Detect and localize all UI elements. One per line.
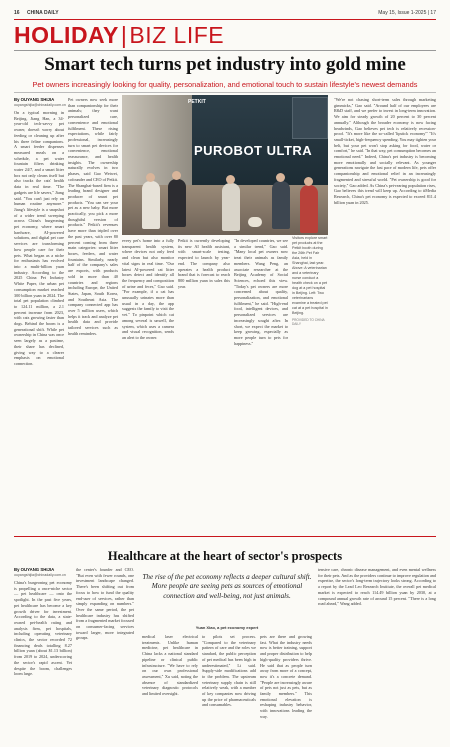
photo-banner-text: PUROBOT ULTRA bbox=[194, 143, 313, 158]
headline-divider bbox=[14, 92, 436, 93]
top-divider bbox=[14, 19, 436, 20]
story2-column-5: pets are there and growing fast. What the industry needs now is better training, support and proper distribution to help high-quality providers thrive. He said that as people turn away from more of a concept, now it's a concrete demand. "People are increasingly aware of pets not just as pets, but as family members." This emotional elevation is reshaping industry behavior, with innovations leading the way. bbox=[260, 634, 312, 719]
photo-visitor-head bbox=[146, 173, 155, 182]
story-email: ouyangshijia@chinadaily.com.cn bbox=[14, 103, 66, 107]
photo-pet-dog bbox=[248, 217, 262, 227]
feature-photo bbox=[122, 95, 328, 235]
story-column-3: "We're not chasing short-term sales through marketing gimmicks," Gao said. "Around half of our employees are R&D staff, and we prefer to invest in long-term innovation. We aim for steady growth of 20 percent to 30 percent annually." Although the broader economy is now facing headwinds, Gao believes pet tech is relatively recession-proof. "It's more like the so-called 'lipstick economy'" "It's small-ticket, high-frequency spending. You may tighten your belt, but your pet won't stop asking for food, water or comfort," he said. "In that way, pet consumption becomes an emotional need." Indeed, China's pet industry is becoming more emotionally and socially relevant. As younger generations navigate the fast pace of modern life, pets offer companionship and emotional relief in an increasingly fragmented and stressful world. "Pet ownership is good for society," Gao added. As China's pet-rearing population rises, Gao believes this trend will keep up. According to iiMedia Research, China's pet economy is expected to exceed 811.4 billion yuan in 2025. bbox=[334, 97, 436, 205]
story-subheadline: Pet owners increasingly looking for quality, personalization, and emotional touch to sustain lifestyle's newest demands bbox=[32, 80, 418, 89]
story2-column-6: tensive care, chronic disease management, and even mental wellness for their pets. And as the providers continue to improve regulation and expertise, the sector's long-term trajectory looks strong. According to a report by the Lead Leo Research Institute, the overall pet medical market is expected to reach 114.49 billion yuan by 2030, at a compound annual growth rate of around 15 percent. "There is a long road ahead," Wang added. bbox=[318, 567, 436, 607]
story2-email: ouyangshijia@chinadaily.com.cn bbox=[14, 573, 66, 577]
page-number: 16 bbox=[14, 10, 20, 16]
story-headline: Smart tech turns pet industry into gold mine bbox=[44, 54, 406, 75]
publication-name: CHINA DAILY bbox=[26, 10, 59, 16]
caption-text: Visitors explore smart pet products at the Petkit booth during the 26th Pet Fair Asia, held in Shanghai, last year. Above: A veterinarian and a veterinary nurse conduct a health check on a pet dog at a pet hospital in Beijing. Left: Two veterinarians examine a treated pet cat at a pet hospital in Beijing. bbox=[292, 236, 328, 315]
section-divider bbox=[14, 50, 436, 51]
story2-column-1: China's burgeoning pet economy is propelling a once-niche sector — pet healthcare — onto the spotlight. In the past five years, pet healthcare has become a key growth driver for investment. According to the data, a state-owned pet-health rating and analysis firm, pet hospitals, including operating veterinary clinics, the sector recorded 72 financing deals totalling 8.27 billion yuan (about $1.13 billion) from 2019 to 2024, underscoring the sector's rapid ascent. Yet despite the boom, challenges loom large. bbox=[14, 580, 72, 677]
story-column-1: On a typical morning in Beijing, Jiang Han, a 34-year-old tech-savvy pet owner, doesn't worry about feeding or cleaning up after his three feline companions. A smart feeder dispenses measured meals on a schedule, a pet water fountain filters drinking water 24/7, and a smart litter box not only cleans itself but also tracks the cats' health data in real time. "The gadgets are life savers," Jiang said. "You can't just rely on human routine anymore." Jiang's lifestyle is a snapshot of a wider trend sweeping across China's burgeoning pet economy, where smart hardware, AI-powered solutions, and digital pet care services are transforming how people care for their pets. What began as a niche for enthusiasts has evolved into a multi-billion yuan industry. According to the 2025 China Pet Industry White Paper, the urban pet consumption market reached 300 billion yuan in 2024. The total pet population climbed to 124.11 million, a 2.1 percent increase from 2023, with cats growing faster than dogs. Behind the boom is a generational shift. While pet ownership in China was once seen largely as a pastime, their share has declined, giving way to a clearer emphasis on emotional connection. bbox=[14, 110, 64, 366]
section-name-bold: HOLIDAY bbox=[14, 22, 119, 48]
photo-visitor bbox=[272, 181, 290, 229]
photo-visitor-head bbox=[276, 173, 285, 182]
story-column-4: every pet's home into a fully transparent health system, where devices not only feed and clean but also monitor vital signs in real time. "Our latest AI-powered cat litter boxes detect and identify all the frequency and composition of urine and feces," Gao said. "For example, if a cat has unusually urinates more than usual in a day, the app suggests the family to visit the vet." To pinpoint which cat among several is unwell, the system, which uses a camera and visual recognition, sends an alert to the owner. bbox=[122, 238, 174, 340]
story2-byline: By OUYANG SHIJIA bbox=[14, 567, 55, 572]
photo-visitor-head bbox=[226, 175, 235, 184]
photo-caption bbox=[292, 236, 328, 326]
story-byline: By OUYANG SHIJIA bbox=[14, 97, 55, 102]
photo-visitor bbox=[142, 181, 160, 229]
story-column-2: Pet owners now seek more than companionship for their animals; they want personalized care, convenience and emotional fulfilment. These rising expectations, while fairly professional, increasingly turn to smart pet devices for convenience, emotional reassurance, and health insights. The ownership naturally evolves in two phases, said Gao Weiwei, cofounder and CEO of Petkit. The Shanghai-based firm is a leading brand designer and producer of smart pet products. "You can see your pet as a new baby. But more practically, you pick a more thoughtful version of products." Petkit's revenues have more than tripled over the past years, with over 80 percent coming from three main categories: smart litter boxes, feeders, and water fountains. Similarly, nearly half of the company's sales are exports, with products sold in more than 40 countries and regions including Europe, the United States, Japan, South Korea, and Southeast Asia. The company connected app has over 5 million users, which helps it track and analyze pet health data and provide tailored services such as health reminders. bbox=[68, 97, 118, 336]
photo-credit: PROVIDED TO CHINA DAILY bbox=[292, 317, 325, 327]
story-column-6: "In developed countries, we see a similar trend," Gao said. "Many local pet owners now treat their animals as family members. Wang Peng, an associate researcher at the Beijing Academy of Social Sciences, echoed this view. "Today's pet owners are more concerned about quality, personalization, and emotional fulfilment," he said. "High-end food, intelligent devices, and personalized services are increasingly sought after. In short, we expect the market to keep growing, especially as more people turn to pets for happiness." bbox=[234, 238, 288, 346]
section-name-light: BIZ LIFE bbox=[129, 22, 225, 48]
photo-visitor-head bbox=[304, 177, 313, 186]
photo-visitor-head bbox=[172, 171, 181, 180]
date-line: May 15, Issue 1-2025 | 17 bbox=[378, 10, 436, 16]
story2-column-3: medical laser electrical treatments. Unlike human medicine, pet healthcare in China lacks a national standard pipeline or clinical public infrastructure. "We have to rely on our own professional assessment," Xu said, noting the absence of standardized veterinary diagnostic protocols and limited oversight. bbox=[142, 634, 198, 697]
story-separator bbox=[14, 536, 436, 537]
story2-column-2: the center's founder and CEO. "But even with fewer rounds, one investment landscape changed. There's been shifting out from focus to how to fund the quality end-user of services, rather than simply expanding on numbers." Over the same period, the pet healthcare industry has shifted from a fragmented market focused on consumer-facing services toward larger, more integrated groups. bbox=[76, 567, 134, 641]
section-separator: | bbox=[120, 22, 128, 48]
photo-brand-sign: PETKIT bbox=[188, 99, 206, 105]
photo-visitor bbox=[300, 185, 318, 233]
story-column-5: Petkit is currently developing its new AI health assistant, with smart-scale testing, expected to launch by year-end. The company also operates a health product brand that is forecast to reach 800 million yuan in sales this year. bbox=[178, 238, 230, 289]
photo-visitor bbox=[168, 179, 186, 227]
photo-display-screen bbox=[292, 97, 328, 139]
masthead-bar bbox=[14, 8, 436, 18]
pull-quote: The rise of the pet economy reflects a deeper cultural shift. More people are seeing pets as sources of emotional connection and well-being, not just animals. bbox=[142, 573, 312, 600]
pull-quote-attribution: Yuan Xiao, a pet economy expert bbox=[195, 625, 259, 630]
section-title bbox=[14, 22, 224, 49]
story2-column-4: to pilots set process. "Compared to the veterinary pattern of care and the roles we standard, the public perception of pet medical has been high in underestimated," Li said. Supply-side modifications add to the problem. The upstream veterinary supply chain is still relatively weak, with a number of key companies now driving up the price of pharmaceuticals and consumables. bbox=[202, 634, 256, 708]
photo-visitor bbox=[222, 183, 240, 231]
story2-headline: Healthcare at the heart of sector's prospects bbox=[107, 549, 343, 563]
